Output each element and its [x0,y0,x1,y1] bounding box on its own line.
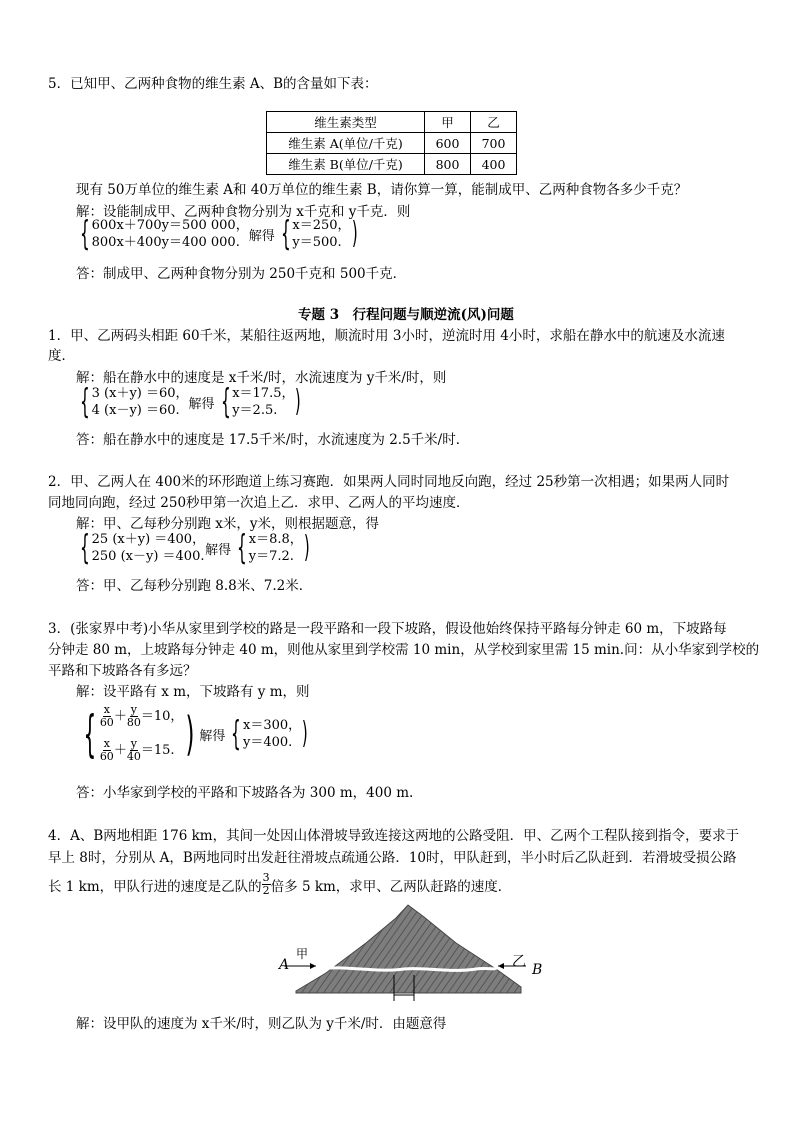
solution-value: x＝250， [292,218,351,233]
fraction: $\frac{y}{40}$ [126,737,141,763]
solve-word: 解得 [205,542,232,558]
solve-word: 解得 [199,728,226,744]
q1-line2: 度． [48,348,75,364]
solve-word: 解得 [188,396,215,412]
equation: $\frac{x}{60}$ ＋ $\frac{y}{80}$ ＝10， [99,703,184,729]
fraction: $\frac{x}{60}$ [99,703,114,729]
right-paren: ) [303,530,310,565]
equation: 800x＋400y＝400 000. [91,235,240,250]
right-paren: ) [351,216,358,251]
table-header: 乙 [471,112,517,133]
q5-solution: 解：设能制成甲、乙两种食物分别为 x千克和 y千克．则 [76,204,411,220]
solution-value: y＝400. [242,735,293,750]
fig-label-b: B [532,962,543,978]
table-cell: 800 [425,154,471,175]
table-row [267,133,517,154]
left-brace: { [79,214,90,254]
table-cell: 700 [471,133,517,154]
solution-value: y＝500. [292,235,342,250]
fraction: $\frac{3}{2}$ [262,871,270,897]
q4-line3-part: 长 1 km，甲队行进的速度是乙队的 [48,878,262,895]
q2-line1: 2．甲、乙两人在 400米的环形跑道上练习赛跑．如果两人同时同地反向跑，经过 25秒第一次相遇；如果两人同时 [48,474,730,490]
q2-answer: 答：甲、乙每秒分别跑 8.8米、7.2米． [76,578,313,594]
fraction: $\frac{y}{80}$ [126,703,141,729]
right-paren: ) [295,384,302,419]
table-header: 甲 [425,112,471,133]
q2-equation-system [74,528,312,568]
q3-solution: 解：设平路有 x m，下坡路有 y m，则 [76,684,310,700]
solution-value: x＝8.8， [248,532,303,547]
q3-answer: 答：小华家到学校的平路和下坡路各为 300 m，400 m. [76,785,414,801]
left-brace: { [280,214,291,254]
equation: $\frac{x}{60}$ ＋ $\frac{y}{40}$ ＝15. [99,737,175,763]
solve-word: 解得 [248,228,275,244]
q5-answer: 答：制成甲、乙两种食物分别为 250千克和 500千克． [76,266,407,282]
solution-value: y＝2.5. [232,403,278,418]
solution-value: x＝300， [242,718,302,733]
mountain-shape [296,905,521,993]
table-cell: 维生素 A(单位/千克) [267,133,425,154]
table-header: 维生素类型 [267,112,425,133]
right-paren: ) [185,707,195,761]
left-brace: { [79,382,90,422]
table-cell: 600 [425,133,471,154]
q1-equation-system [74,382,304,422]
table-row [267,154,517,175]
q3-line3: 平路和下坡路各有多远？ [48,663,197,679]
table-header-row [267,112,517,133]
solution-value: x＝17.5， [232,386,295,401]
q3-equation-system [74,700,311,768]
left-brace: { [79,528,90,568]
equation: 600x＋700y＝500 000， [91,218,249,233]
q1-line1: 1．甲、乙两码头相距 60千米，某船往返两地，顺流时用 3小时，逆流时用 4小时，求船在静水中的航速及水流速 [48,328,725,344]
solution-value: y＝7.2. [248,549,294,564]
q4-solution: 解：设甲队的速度为 x千米/时，则乙队为 y千米/时．由题意得 [76,1016,447,1032]
right-paren: ) [302,716,308,751]
q5-equation-system [74,214,360,254]
table-cell: 400 [471,154,517,175]
equation: 3 (x＋y) ＝60， [91,386,189,401]
landslide-figure [276,903,546,1003]
fig-label-jia: 甲 [296,947,309,961]
equation: 4 (x－y) ＝60. [91,403,180,418]
q1-answer: 答：船在静水中的速度是 17.5千米/时，水流速度为 2.5千米/时． [76,432,470,448]
equation: 250 (x－y) ＝400. [91,549,205,564]
arrowhead-icon [310,963,316,969]
q3-line2: 分钟走 80 m，上坡路每分钟走 40 m，则他从家里到学校需 10 min，从学校到家里需 15 min.问：从小华家到学校的 [48,642,760,658]
vitamin-table [266,111,517,175]
q4-line2: 早上 8时，分别从 A，B两地同时出发赶往滑坡点疏通公路．10时，甲队赶到，半小时后乙队赶到．若滑坡受损公路 [48,850,737,866]
fig-label-yi: 乙 [512,954,526,970]
left-brace: { [83,705,97,763]
fig-label-a: A [279,957,290,973]
q1-solution: 解：船在静水中的速度是 x千米/时，水流速度为 y千米/时，则 [76,370,447,386]
fraction: $\frac{x}{60}$ [99,737,114,763]
q3-line1: 3．(张家界中考)小华从家里到学校的路是一段平路和一段下坡路，假设他始终保持平路每分钟走 60 m，下坡路每 [48,621,727,637]
table-cell: 维生素 B(单位/千克) [267,154,425,175]
q4-line1: 4．A、B两地相距 176 km，其间一处因山体滑坡导致连接这两地的公路受阻．甲、乙两个工程队接到指令，要求于 [48,828,740,844]
q5-stem: 5．已知甲、乙两种食物的维生素 A、B的含量如下表： [48,76,378,92]
q2-solution: 解：甲、乙每秒分别跑 x米，y米，则根据题意，得 [76,516,380,532]
left-brace: { [220,382,231,422]
q2-line2: 同地同向跑，经过 250秒甲第一次追上乙．求甲、乙两人的平均速度． [48,495,470,511]
left-brace: { [231,714,242,754]
topic-heading: 专题 3 行程问题与顺逆流(风)问题 [298,307,514,323]
q4-line3 [48,872,511,897]
q5-text: 现有 50万单位的维生素 A和 40万单位的维生素 B，请你算一算，能制成甲、乙两种食物各多少千克？ [76,182,688,198]
left-brace: { [237,528,247,568]
equation: 25 (x＋y) ＝400， [91,532,206,547]
q4-line3-part: 倍多 5 km，求甲、乙两队赶路的速度． [270,878,512,895]
